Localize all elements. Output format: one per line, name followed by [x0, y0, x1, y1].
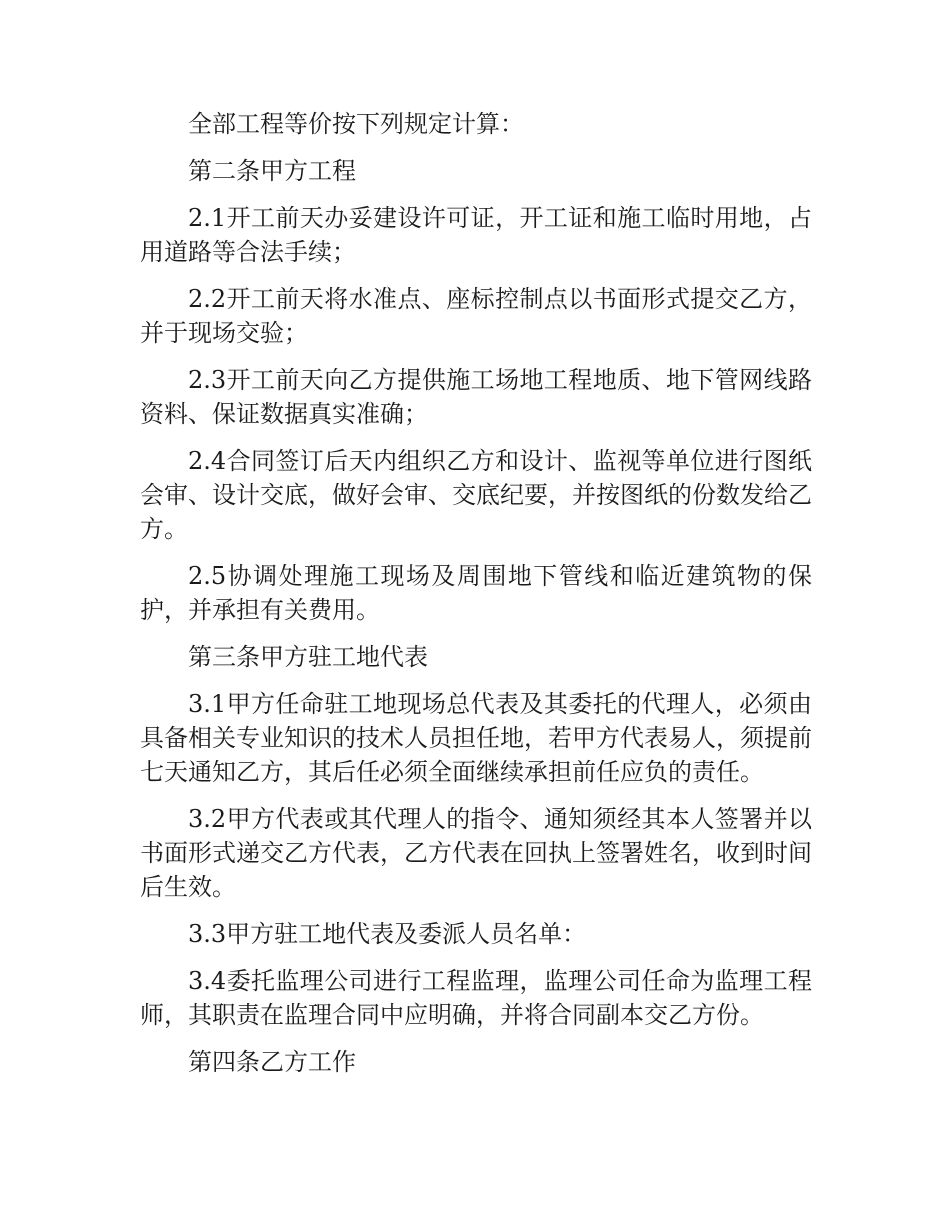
clause-2-4: 2.4合同签订后天内组织乙方和设计、监视等单位进行图纸会审、设计交底，做好会审、交底纪要，并按图纸的份数发给乙方。 — [140, 447, 812, 543]
clause-2-1: 2.1开工前天办妥建设许可证，开工证和施工临时用地，占用道路等合法手续； — [140, 204, 812, 266]
clause-3-3: 3.3甲方驻工地代表及委派人员名单： — [188, 920, 587, 948]
clause-3-2: 3.2甲方代表或其代理人的指令、通知须经其本人签署并以书面形式递交乙方代表，乙方代表在回执上签署姓名，收到时间后生效。 — [140, 805, 812, 901]
paragraph-pricing-intro: 全部工程等价按下列规定计算： — [188, 110, 524, 138]
clause-2-2: 2.2开工前天将水准点、座标控制点以书面形式提交乙方，并于现场交验； — [140, 285, 812, 347]
clause-3-1: 3.1甲方任命驻工地现场总代表及其委托的代理人，必须由具备相关专业知识的技术人员担任地，若甲方代表易人，须提前七天通知乙方，其后任必须全面继续承担前任应负的责任。 — [140, 690, 812, 786]
clause-2-5: 2.5协调处理施工现场及周围地下管线和临近建筑物的保护，并承担有关费用。 — [140, 562, 812, 624]
heading-article-3: 第三条甲方驻工地代表 — [188, 643, 428, 671]
clause-2-3: 2.3开工前天向乙方提供施工场地工程地质、地下管网线路资料、保证数据真实准确； — [140, 366, 812, 428]
document-body — [140, 107, 812, 1092]
clause-3-4: 3.4委托监理公司进行工程监理，监理公司任命为监理工程师，其职责在监理合同中应明确，并将合同副本交乙方份。 — [140, 967, 812, 1029]
heading-article-2: 第二条甲方工程 — [188, 157, 356, 185]
heading-article-4: 第四条乙方工作 — [188, 1048, 356, 1076]
